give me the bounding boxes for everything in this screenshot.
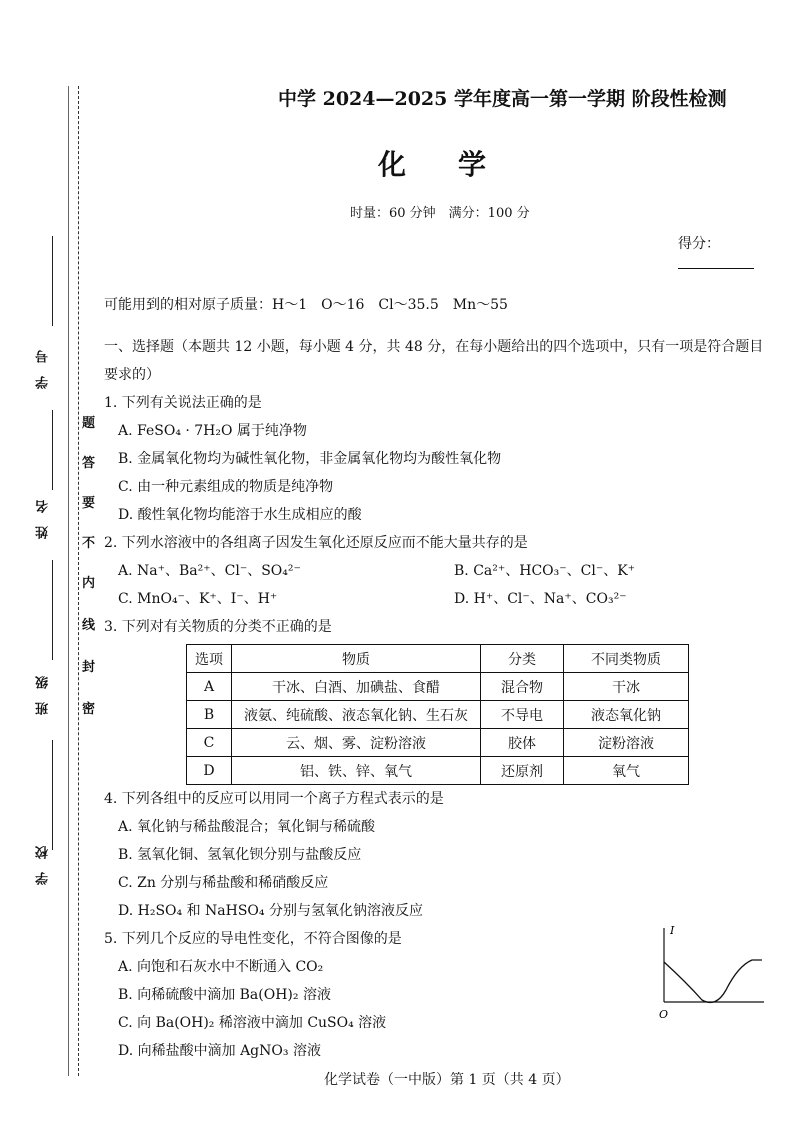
seal-char: 线 [82,618,96,633]
question-4-option-d: D. H₂SO₄ 和 NaHSO₄ 分别与氢氧化钠溶液反应 [118,903,423,919]
table-cell: 干冰 [564,673,689,701]
seal-char: 要 [82,496,96,511]
y-axis-label: I [670,924,675,937]
question-4-option-c: C. Zn 分别与稀盐酸和稀硝酸反应 [118,875,329,891]
table-cell: A [187,673,232,701]
table-cell: 云、烟、雾、淀粉溶液 [232,729,481,757]
seal-line [78,86,79,1076]
table-header-row [187,645,689,673]
question-1-stem: 1. 下列有关说法正确的是 [104,395,262,411]
origin-label: O [659,1008,669,1021]
student-id-label: 学 号 [36,350,51,389]
question-4-option-b: B. 氢氧化铜、氢氧化钡分别与盐酸反应 [118,847,362,863]
table-cell: 干冰、白酒、加碘盐、食醋 [232,673,481,701]
table-header: 不同类物质 [564,645,689,673]
binding-border [68,86,69,1076]
table-cell: 液氨、纯硫酸、液态氧化钠、生石灰 [232,701,481,729]
table-cell: 胶体 [481,729,564,757]
table-row [187,729,689,757]
section-title: 一、选择题（本题共 12 小题，每小题 4 分，共 48 分，在每小题给出的四个选项中，只有一项是符合题目要求的） [104,339,764,383]
question-5-option-a: A. 向饱和石灰水中不断通入 CO₂ [118,959,324,975]
question-5-option-c: C. 向 Ba(OH)₂ 稀溶液中滴加 CuSO₄ 溶液 [118,1015,387,1031]
question-2-stem: 2. 下列水溶液中的各组离子因发生氧化还原反应而不能大量共存的是 [104,535,528,551]
table-header: 选项 [187,645,232,673]
question-1-option-d: D. 酸性氧化物均能溶于水生成相应的酸 [118,507,362,523]
conductivity-graph [656,922,766,1022]
question-1-option-a: A. FeSO₄ · 7H₂O 属于纯净物 [118,423,307,439]
name-label: 姓 名 [36,500,51,539]
seal-char: 密 [82,702,96,717]
question-2-option-d: D. H⁺、Cl⁻、Na⁺、CO₃²⁻ [454,591,627,607]
table-header: 分类 [481,645,564,673]
table-cell: 不导电 [481,701,564,729]
table-cell: D [187,757,232,785]
table-header: 物质 [232,645,481,673]
classification-table [186,644,689,785]
question-1-option-c: C. 由一种元素组成的物质是纯净物 [118,479,334,495]
question-3-stem: 3. 下列对有关物质的分类不正确的是 [104,619,332,635]
score-field [678,233,794,269]
table-cell: C [187,729,232,757]
conductivity-curve [664,960,762,1002]
question-5-option-b: B. 向稀硫酸中滴加 Ba(OH)₂ 溶液 [118,987,331,1003]
name-blank [52,410,53,490]
question-4-stem: 4. 下列各组中的反应可以用同一个离子方程式表示的是 [104,791,444,807]
seal-char: 封 [82,660,96,675]
table-row [187,757,689,785]
student-id-blank [52,236,53,326]
question-1-option-b: B. 金属氧化物均为碱性氧化物，非金属氧化物均为酸性氧化物 [118,451,502,467]
seal-char: 题 [82,416,96,431]
school-label: 学 校 [36,846,51,885]
table-cell: 还原剂 [481,757,564,785]
table-cell: 淀粉溶液 [564,729,689,757]
table-cell: 铝、铁、锌、氧气 [232,757,481,785]
atomic-masses: 可能用到的相对原子质量：H～1 O～16 Cl～35.5 Mn～55 [104,297,508,313]
question-2-option-a: A. Na⁺、Ba²⁺、Cl⁻、SO₄²⁻ [118,563,301,579]
time-info: 时量：60 分钟 满分：100 分 [350,206,530,221]
table-cell: 氧气 [564,757,689,785]
seal-char: 内 [82,576,96,591]
class-blank [52,560,53,660]
question-4-option-a: A. 氧化钠与稀盐酸混合；氧化铜与稀硫酸 [118,819,376,835]
score-label: 得分： [678,236,720,252]
school-blank [52,740,53,850]
table-cell: 液态氧化钠 [564,701,689,729]
score-blank[interactable] [678,254,754,269]
question-5-option-d: D. 向稀盐酸中滴加 AgNO₃ 溶液 [118,1043,321,1059]
question-2-option-b: B. Ca²⁺、HCO₃⁻、Cl⁻、K⁺ [454,563,636,579]
page-footer: 化学试卷（一中版）第 1 页（共 4 页） [324,1072,570,1088]
table-row [187,701,689,729]
exam-header: 中学 2024—2025 学年度高一第一学期 阶段性检测 [278,88,727,110]
question-2-option-c: C. MnO₄⁻、K⁺、I⁻、H⁺ [118,591,278,607]
table-cell: 混合物 [481,673,564,701]
class-label: 班 级 [36,676,51,715]
table-cell: B [187,701,232,729]
seal-char: 不 [82,536,96,551]
question-5-stem: 5. 下列几个反应的导电性变化，不符合图像的是 [104,931,402,947]
page-title: 化学 [378,148,539,181]
table-row [187,673,689,701]
seal-char: 答 [82,456,96,471]
